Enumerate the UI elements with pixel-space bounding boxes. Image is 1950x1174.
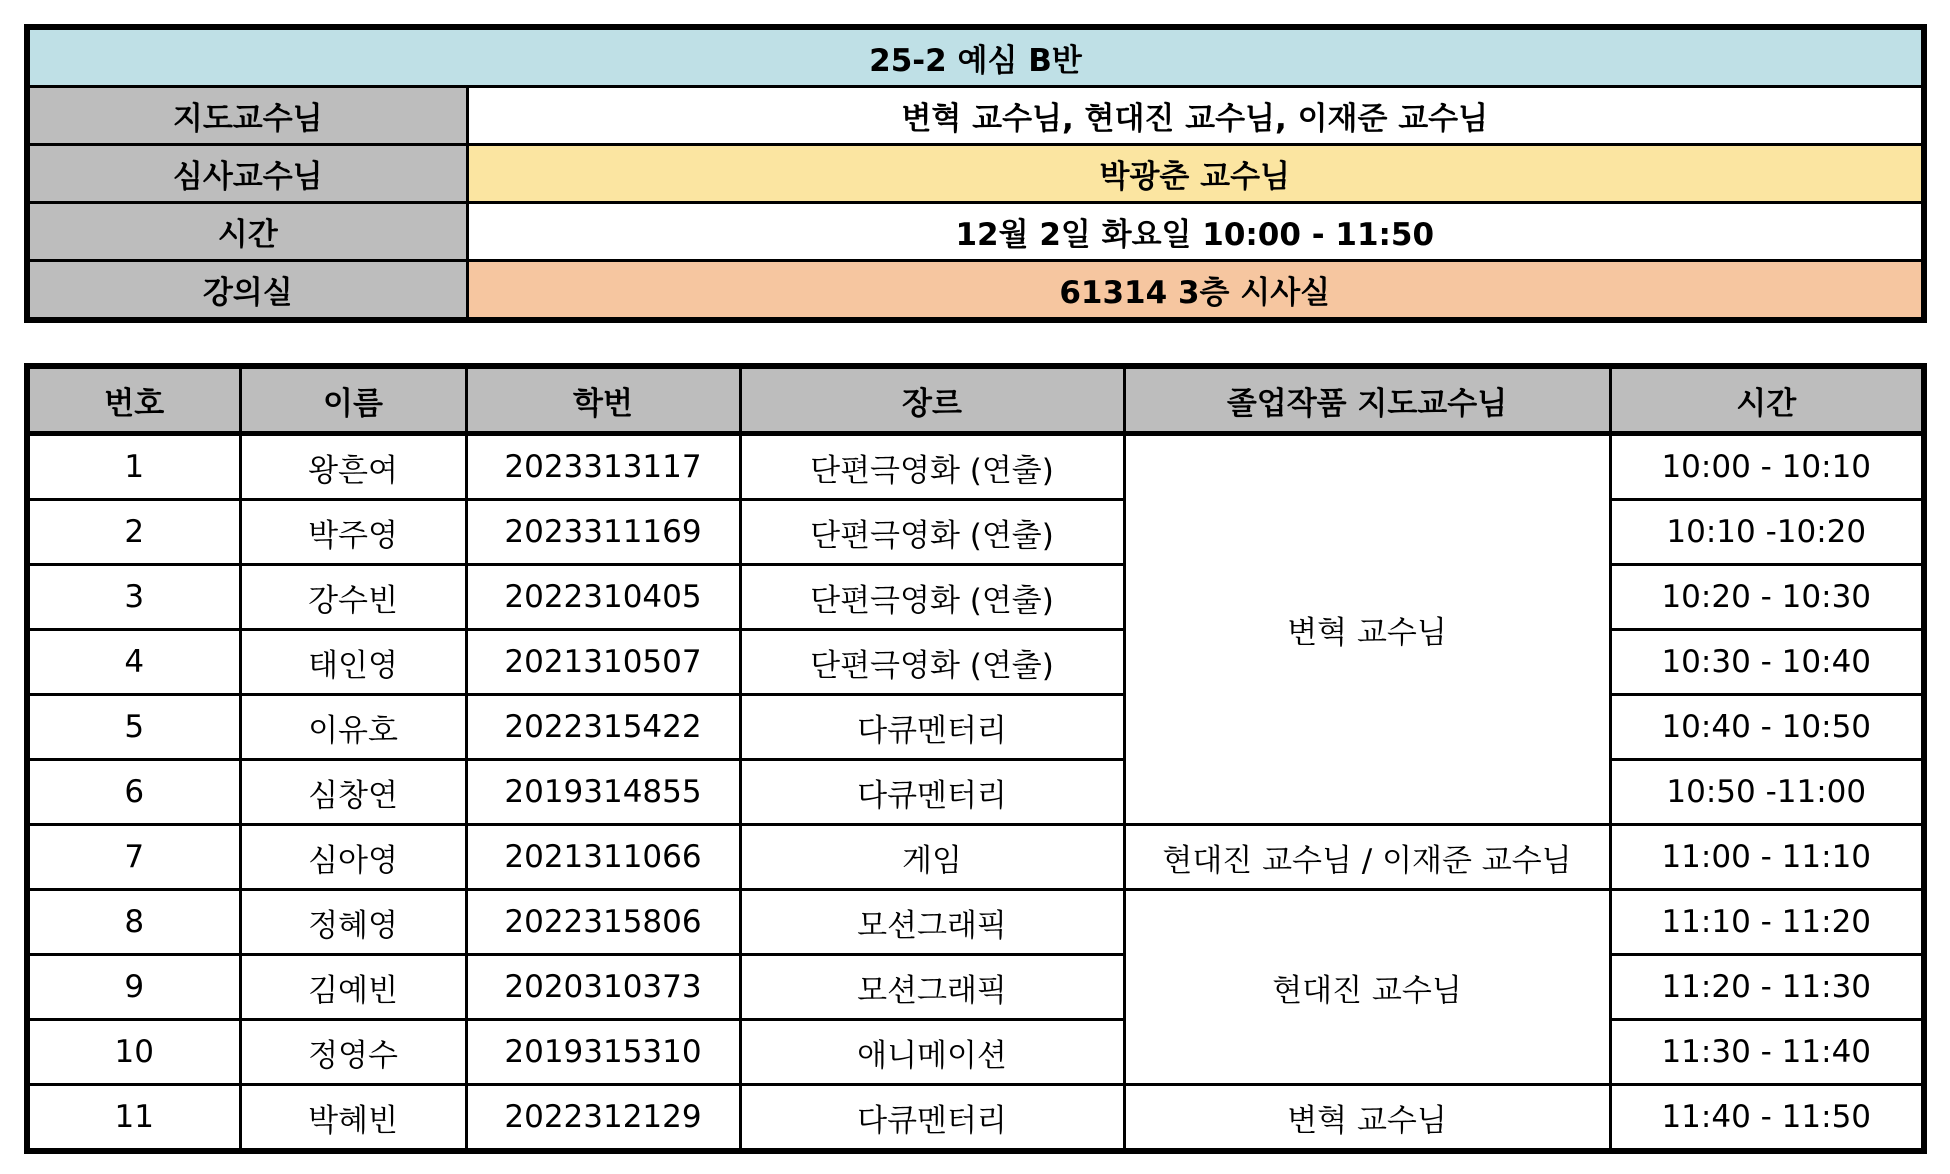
row-name: 박주영 — [240, 500, 466, 565]
header-name: 이름 — [240, 366, 466, 434]
table-row — [27, 434, 1924, 500]
row-genre: 다큐멘터리 — [740, 1085, 1124, 1152]
table-row — [27, 695, 1924, 760]
table-row — [27, 825, 1924, 890]
schedule-header-row — [27, 366, 1924, 434]
row-student-id: 2021311066 — [466, 825, 740, 890]
info-title-row — [27, 27, 1924, 87]
row-name: 김예빈 — [240, 955, 466, 1020]
table-row — [27, 565, 1924, 630]
row-advisor: 변혁 교수님 — [1124, 1085, 1610, 1152]
row-genre: 단편극영화 (연출) — [740, 565, 1124, 630]
info-row-advisors — [27, 87, 1924, 145]
row-time: 11:40 - 11:50 — [1610, 1085, 1924, 1152]
row-name: 정영수 — [240, 1020, 466, 1085]
row-genre: 게임 — [740, 825, 1124, 890]
header-number: 번호 — [27, 366, 240, 434]
row-number: 8 — [27, 890, 240, 955]
header-student-id: 학번 — [466, 366, 740, 434]
row-genre: 다큐멘터리 — [740, 760, 1124, 825]
row-student-id: 2021310507 — [466, 630, 740, 695]
table-row — [27, 760, 1924, 825]
row-number: 11 — [27, 1085, 240, 1152]
row-time: 10:40 - 10:50 — [1610, 695, 1924, 760]
row-number: 9 — [27, 955, 240, 1020]
row-number: 1 — [27, 434, 240, 500]
info-row-time — [27, 203, 1924, 261]
row-number: 4 — [27, 630, 240, 695]
info-value-advisors: 변혁 교수님, 현대진 교수님, 이재준 교수님 — [467, 87, 1924, 145]
row-time: 11:30 - 11:40 — [1610, 1020, 1924, 1085]
table-row — [27, 630, 1924, 695]
row-number: 3 — [27, 565, 240, 630]
row-genre: 단편극영화 (연출) — [740, 630, 1124, 695]
row-genre: 애니메이션 — [740, 1020, 1124, 1085]
table-row — [27, 500, 1924, 565]
row-student-id: 2019315310 — [466, 1020, 740, 1085]
info-label-room: 강의실 — [27, 261, 467, 321]
schedule-table — [24, 363, 1927, 1154]
row-name: 왕흔여 — [240, 434, 466, 500]
row-genre: 모션그래픽 — [740, 890, 1124, 955]
info-value-judge: 박광춘 교수님 — [467, 145, 1924, 203]
row-advisor: 현대진 교수님 / 이재준 교수님 — [1124, 825, 1610, 890]
info-row-judge — [27, 145, 1924, 203]
table-row — [27, 955, 1924, 1020]
row-advisor: 현대진 교수님 — [1124, 890, 1610, 1085]
row-name: 심창연 — [240, 760, 466, 825]
info-value-time: 12월 2일 화요일 10:00 - 11:50 — [467, 203, 1924, 261]
row-time: 10:50 -11:00 — [1610, 760, 1924, 825]
info-label-advisors: 지도교수님 — [27, 87, 467, 145]
row-time: 10:30 - 10:40 — [1610, 630, 1924, 695]
row-time: 11:10 - 11:20 — [1610, 890, 1924, 955]
table-row — [27, 1020, 1924, 1085]
row-genre: 단편극영화 (연출) — [740, 434, 1124, 500]
row-student-id: 2022312129 — [466, 1085, 740, 1152]
info-label-judge: 심사교수님 — [27, 145, 467, 203]
row-time: 11:00 - 11:10 — [1610, 825, 1924, 890]
row-name: 이유호 — [240, 695, 466, 760]
row-genre: 단편극영화 (연출) — [740, 500, 1124, 565]
header-time: 시간 — [1610, 366, 1924, 434]
info-title: 25-2 예심 B반 — [27, 27, 1924, 87]
table-row — [27, 890, 1924, 955]
row-name: 태인영 — [240, 630, 466, 695]
row-student-id: 2023313117 — [466, 434, 740, 500]
row-number: 2 — [27, 500, 240, 565]
info-table — [24, 24, 1927, 323]
row-name: 강수빈 — [240, 565, 466, 630]
row-time: 11:20 - 11:30 — [1610, 955, 1924, 1020]
header-genre: 장르 — [740, 366, 1124, 434]
info-label-time: 시간 — [27, 203, 467, 261]
header-advisor: 졸업작품 지도교수님 — [1124, 366, 1610, 434]
info-value-room: 61314 3층 시사실 — [467, 261, 1924, 321]
row-student-id: 2022315806 — [466, 890, 740, 955]
row-name: 정혜영 — [240, 890, 466, 955]
row-time: 10:10 -10:20 — [1610, 500, 1924, 565]
row-student-id: 2019314855 — [466, 760, 740, 825]
row-student-id: 2020310373 — [466, 955, 740, 1020]
row-number: 10 — [27, 1020, 240, 1085]
row-student-id: 2022310405 — [466, 565, 740, 630]
row-number: 7 — [27, 825, 240, 890]
row-name: 박혜빈 — [240, 1085, 466, 1152]
info-row-room — [27, 261, 1924, 321]
row-number: 6 — [27, 760, 240, 825]
row-time: 10:20 - 10:30 — [1610, 565, 1924, 630]
row-genre: 모션그래픽 — [740, 955, 1124, 1020]
row-student-id: 2022315422 — [466, 695, 740, 760]
row-advisor: 변혁 교수님 — [1124, 434, 1610, 825]
row-time: 10:00 - 10:10 — [1610, 434, 1924, 500]
row-genre: 다큐멘터리 — [740, 695, 1124, 760]
table-row — [27, 1085, 1924, 1152]
row-number: 5 — [27, 695, 240, 760]
row-student-id: 2023311169 — [466, 500, 740, 565]
row-name: 심아영 — [240, 825, 466, 890]
